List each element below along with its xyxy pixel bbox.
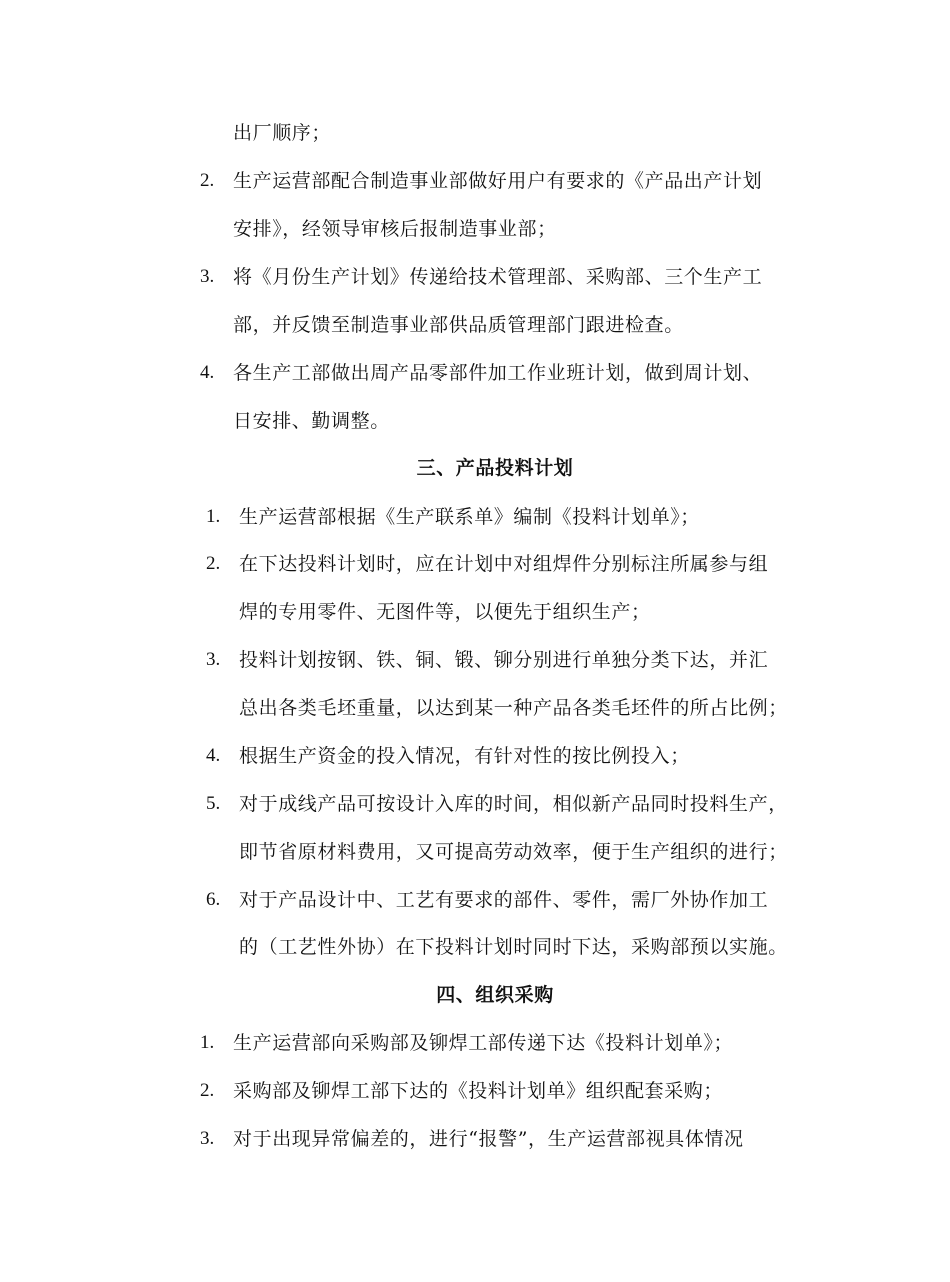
list-item-number: 5.	[206, 793, 221, 814]
section-heading: 四、组织采购	[436, 984, 554, 1006]
list-item-text-cont: 焊的专用零件、无图件等，以便先于组织生产；	[239, 601, 651, 623]
list-item-number: 2.	[206, 553, 221, 574]
list-item-number: 3.	[200, 266, 215, 287]
list-item-text-cont: 的（工艺性外协）在下投料计划时同时下达，采购部预以实施。	[239, 936, 788, 958]
list-item-text-cont: 总出各类毛坯重量，以达到某一种产品各类毛坯件的所占比例；	[239, 697, 788, 719]
list-item-text: 在下达投料计划时，应在计划中对组焊件分别标注所属参与组	[239, 553, 769, 575]
list-item-number: 6.	[206, 889, 221, 910]
list-item-text: 采购部及铆焊工部下达的《投料计划单》组织配套采购；	[233, 1080, 724, 1102]
list-item-text: 各生产工部做出周产品零部件加工作业班计划，做到周计划、	[233, 362, 763, 384]
list-item-text-cont: 安排》，经领导审核后报制造事业部；	[233, 218, 557, 240]
list-item-text: 根据生产资金的投入情况，有针对性的按比例投入；	[239, 745, 690, 767]
list-item-text: 对于产品设计中、工艺有要求的部件、零件，需厂外协作加工	[239, 889, 769, 911]
list-item-text: 将《月份生产计划》传递给技术管理部、采购部、三个生产工	[233, 266, 763, 288]
section-heading: 三、产品投料计划	[416, 457, 574, 479]
list-item-text: 生产运营部配合制造事业部做好用户有要求的《产品出产计划	[233, 170, 763, 192]
list-item-text: 生产运营部根据《生产联系单》编制《投料计划单》；	[239, 506, 700, 528]
list-item-text: 对于成线产品可按设计入库的时间，相似新产品同时投料生产，	[239, 793, 788, 815]
list-item-text: 对于出现异常偏差的，进行“报警”，生产运营部视具体情况	[233, 1128, 744, 1150]
list-item-text: 投料计划按钢、铁、铜、锻、铆分别进行单独分类下达，并汇	[239, 649, 769, 671]
list-item-number: 1.	[206, 506, 221, 527]
list-item-text: 生产运营部向采购部及铆焊工部传递下达《投料计划单》；	[233, 1032, 734, 1054]
list-item-number: 1.	[200, 1032, 215, 1053]
list-item-continuation: 出厂顺序；	[233, 122, 332, 144]
list-item-number: 3.	[206, 649, 221, 670]
list-item-number: 4.	[206, 745, 221, 766]
list-item-text-cont: 日安排、勤调整。	[233, 410, 390, 432]
list-item-number: 2.	[200, 170, 215, 191]
list-item-text-cont: 部，并反馈至制造事业部供品质管理部门跟进检查。	[233, 314, 684, 336]
list-item-text-cont: 即节省原材料费用，又可提高劳动效率，便于生产组织的进行；	[239, 841, 788, 863]
list-item-number: 2.	[200, 1080, 215, 1101]
list-item-number: 4.	[200, 362, 215, 383]
list-item-number: 3.	[200, 1128, 215, 1149]
